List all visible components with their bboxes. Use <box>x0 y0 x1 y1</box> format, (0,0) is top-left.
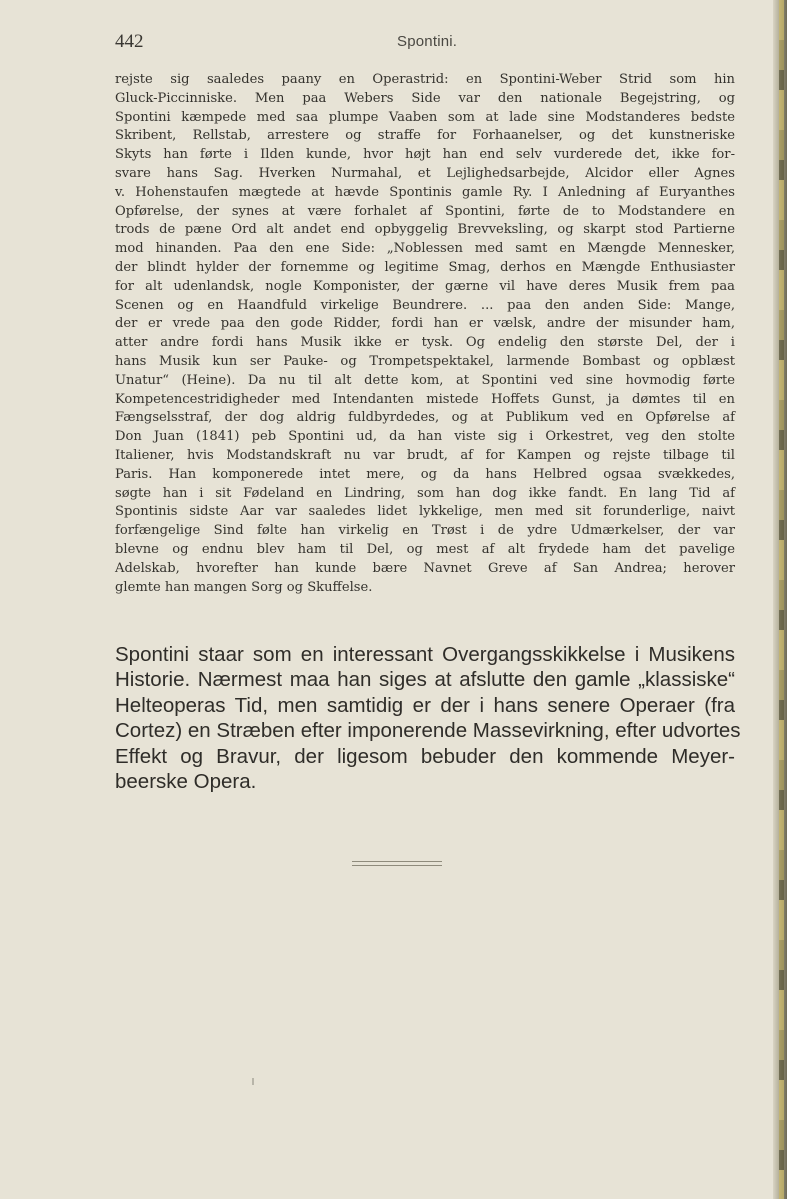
summary-line: Effekt og Bravur, der ligesom bebuder den kommende Meyer- <box>115 744 735 768</box>
body-line: trods de pæne Ord alt andet end opbyggelig Brevveksling, og skarpt stod Partierne <box>115 222 735 238</box>
body-line: Paris. Han komponerede intet mere, og da hans Helbred ogsaa svækkedes, <box>115 466 735 482</box>
divider-line-1 <box>352 861 442 862</box>
body-line: glemte han mangen Sorg og Skuffelse. <box>115 579 373 595</box>
body-line: atter andre fordi hans Musik ikke er tysk. Og endelig den største Del, der i <box>115 335 735 351</box>
body-line: mod hinanden. Paa den ene Side: „Noblessen med samt en Mængde Mennesker, <box>115 241 735 257</box>
summary-paragraph <box>115 642 741 794</box>
summary-line: Historie. Nærmest maa han siges at afslutte den gamle „klassiske“ <box>115 668 735 692</box>
summary-line: Spontini staar som en interessant Overgangsskikkelse i Musikens <box>115 643 735 666</box>
body-paragraph <box>115 71 735 597</box>
body-line: Fængselsstraf, der dog aldrig fuldbyrdedes, og at Publikum ved en Opførelse af <box>115 410 735 426</box>
body-line: forfængelige Sind følte han virkelig en Trøst i de ydre Udmærkelser, der var <box>115 523 735 539</box>
body-line: Kompetencestridigheder med Intendanten mistede Hoffets Gunst, ja dømtes til en <box>115 391 735 407</box>
body-line: Skyts han førte i Ilden kunde, hvor højt han end selv vurderede det, ikke for- <box>115 147 735 163</box>
body-line: blevne og endnu blev ham til Del, og mest af alt frydede ham det pavelige <box>115 541 735 557</box>
body-line: Italiener, hvis Modstandskraft nu var brudt, af for Kampen og rejste tilbage til <box>115 447 735 463</box>
body-line: søgte han i sit Fødeland en Lindring, som han dog ikke fandt. En lang Tid af <box>115 485 735 501</box>
body-line: for alt udenlandsk, nogle Komponister, der gærne vil have deres Musik frem paa <box>115 278 735 294</box>
body-line: der er vrede paa den gode Ridder, fordi han er vælsk, andre der misunder ham, <box>115 316 735 332</box>
summary-line: Cortez) en Stræben efter imponerende Massevirkning, efter udvortes <box>115 719 741 743</box>
summary-line: beerske Opera. <box>115 769 257 793</box>
body-line: Spontinis sidste Aar var saaledes lidet lykkelige, men med sit forunderlige, naivt <box>115 504 735 520</box>
body-line: svare hans Sag. Hverken Nurmahal, et Lejlighedsarbejde, Alcidor eller Agnes <box>115 165 735 181</box>
body-line: Don Juan (1841) peb Spontini ud, da han viste sig i Orkestret, veg den stolte <box>115 429 735 445</box>
summary-line: Helteoperas Tid, men samtidig er der i hans senere Operaer (fra <box>115 693 735 717</box>
body-line: Adelskab, hvorefter han kunde bære Navnet Greve af San Andrea; herover <box>115 560 735 576</box>
body-line: v. Hohenstaufen mægtede at hævde Spontinis gamle Ry. I Anledning af Euryanthes <box>115 184 735 200</box>
body-line: Gluck-Piccinniske. Men paa Webers Side var den nationale Begejstring, og <box>115 90 735 106</box>
body-line: hans Musik kun ser Pauke- og Trompetspektakel, larmende Bombast og opblæst <box>115 353 735 369</box>
paper-mark <box>252 1078 254 1085</box>
body-line: der blindt hylder der fornemme og legitime Smag, derhos en Mængde Enthusiaster <box>115 259 735 275</box>
running-head <box>115 31 735 53</box>
body-line: rejste sig saaledes paany en Operastrid: en Spontini-Weber Strid som hin <box>115 72 735 87</box>
body-line: Skribent, Rellstab, arrestere og straffe for Forhaanelser, og det kunstneriske <box>115 128 735 144</box>
header-title: Spontini. <box>397 33 458 50</box>
body-line: Scenen og en Haandfuld virkelige Beundrere. ... paa den anden Side: Mange, <box>115 297 735 313</box>
page-edge-strip <box>779 0 784 1199</box>
body-line: Unatur“ (Heine). Da nu til alt dette kom, at Spontini ved sine hovmodig førte <box>115 372 735 388</box>
body-line: Spontini kæmpede med saa plumpe Vaaben som at lade sine Modstanderes bedste <box>115 109 735 125</box>
body-line: Opførelse, der synes at være forhalet af Spontini, førte de to Modstandere en <box>115 203 735 219</box>
page-number: 442 <box>115 31 144 52</box>
divider-line-2 <box>352 865 442 866</box>
